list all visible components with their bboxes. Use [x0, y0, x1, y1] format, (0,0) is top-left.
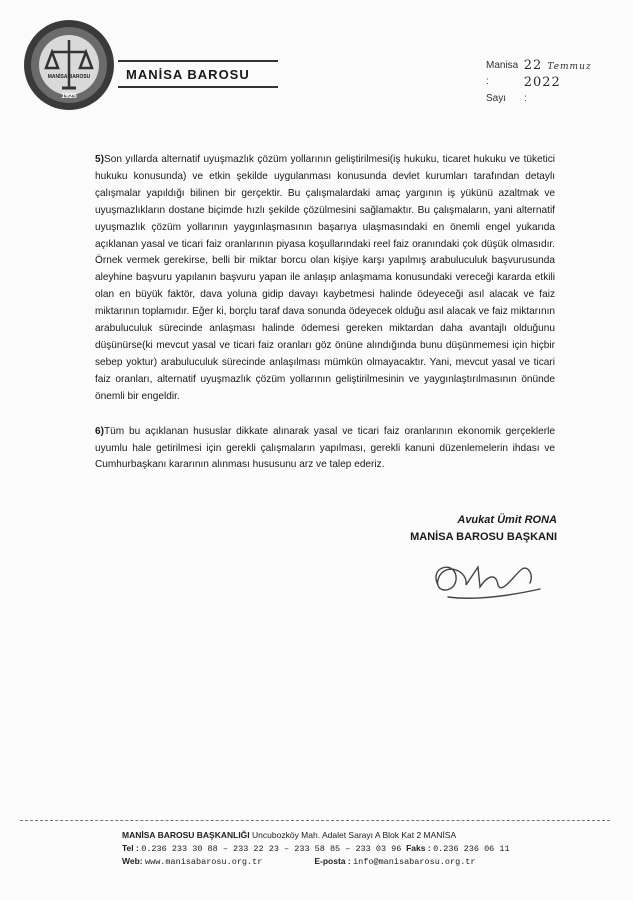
ref-colon: :	[524, 93, 527, 104]
date-month: Temmuz	[547, 62, 592, 72]
ref-label: Sayı	[486, 93, 507, 104]
organization-title: MANİSA BAROSU	[118, 60, 278, 88]
date-year: 2022	[523, 75, 561, 90]
paragraph-6-text: Tüm bu açıklanan hususlar dikkate alınarak yasal ve ticari faiz oranlarının ekonomik gerçeklerle uyumlu hale getirilmesi için gerekli çalışmaların yapılması, gerekli kanuni düzenlemelerin ihdası ve Cumhurbaşkanı kararının alınması hususunu arz ve talep ederiz.	[95, 425, 555, 471]
footer-tel-label: Tel :	[122, 842, 139, 853]
footer-web-label: Web:	[122, 856, 143, 866]
letter-date	[524, 58, 633, 91]
signatory-name: Avukat Ümit RONA	[457, 514, 557, 526]
footer-tel: 0.236 233 30 88 – 233 22 23 – 233 58 85 – 233 03 96	[141, 843, 402, 854]
letter-footer	[122, 829, 510, 869]
bar-association-logo	[22, 18, 116, 112]
footer-fax: 0.236 236 06 11	[433, 843, 510, 854]
paragraph-6	[95, 424, 555, 475]
footer-address: Uncubozköy Mah. Adalet Sarayı A Blok Kat 2 MANİSA	[252, 830, 457, 840]
footer-divider	[20, 820, 610, 821]
letter-body	[95, 152, 555, 492]
city-label: Manisa :	[486, 60, 519, 87]
paragraph-6-number: 6)	[95, 425, 104, 437]
paragraph-5	[95, 152, 555, 406]
logo-ring-text: MANİSA BAROSU	[47, 74, 91, 80]
footer-fax-label: Faks :	[406, 842, 431, 853]
signature-block	[410, 512, 557, 546]
footer-org: MANİSA BAROSU BAŞKANLIĞI	[122, 830, 250, 840]
paragraph-5-number: 5)	[95, 154, 104, 165]
logo-year: 1925	[61, 93, 77, 100]
date-day: 22	[523, 58, 543, 73]
footer-email-link[interactable]: info@manisabarosu.org.tr	[353, 857, 476, 867]
signatory-title: MANİSA BAROSU BAŞKANI	[410, 531, 557, 543]
footer-email-label: E-posta :	[314, 856, 351, 866]
letter-meta	[486, 58, 633, 107]
footer-web-link[interactable]: www.manisabarosu.org.tr	[145, 857, 263, 867]
handwritten-signature	[418, 545, 548, 605]
paragraph-5-text: Son yıllarda alternatif uyuşmazlık çözüm yollarının geliştirilmesi(iş hukuku, ticaret hukuku ve tüketici hukuku konusunda) ve etkin şekilde uygulanması konusunda devlet kurumları tarafından detaylı çalışmalar yapıldığı bilinen bir gerçektir. Bu çalışmalardaki amaç yargının iş yükünü azaltmak ve uyuşmazlıkların dostane biçimde hızlı şekilde çözülmesini sağlamaktır. Bu çalışmaların, yani alternatif uyuşmazlık çözüm yollarının yaygınlaşmasının başarıya ulaşmasındaki en önemli engel yukarıda açıklanan yasal ve ticari faiz oranlarının piyasa koşullarındaki reel faiz oranındaki çok düşük olmasıdır. Örnek vermek gerekirse, belli bir miktar borcu olan kişiye karşı yapılmış arabuluculuk başvurusunda aleyhine başvuru yapılanın başvuru yapan ile anlaşıp anlaşmama konusundaki vereceği kararda etkili olan en büyük faktör, dava yoluna gidip davayı kaybetmesi halinde ödeyeceği asıl alacak ve faiz miktarının toplamıdır. Eğer ki, borçlu taraf dava sonunda ödeyecek olduğu asıl alacak ve faiz miktarının arabuluculuk sürecinde anlaşması halinde ödemesi gereken miktardan daha avantajlı olduğunu düşünürse(ki mevcut yasal ve ticari faiz oranları göz önüne alındığında bunu düşünmemesi için hiçbir sebep yoktur) arabuluculuk sürecinde anlaşılması mümkün olmayacaktır. Yani, mevcut yasal ve ticari faiz oranları, alternatif uyuşmazlık çözüm yollarının geliştirilmesinin ve yaygınlaştırılmasının önünde önemli bir engeldir.	[95, 154, 555, 402]
